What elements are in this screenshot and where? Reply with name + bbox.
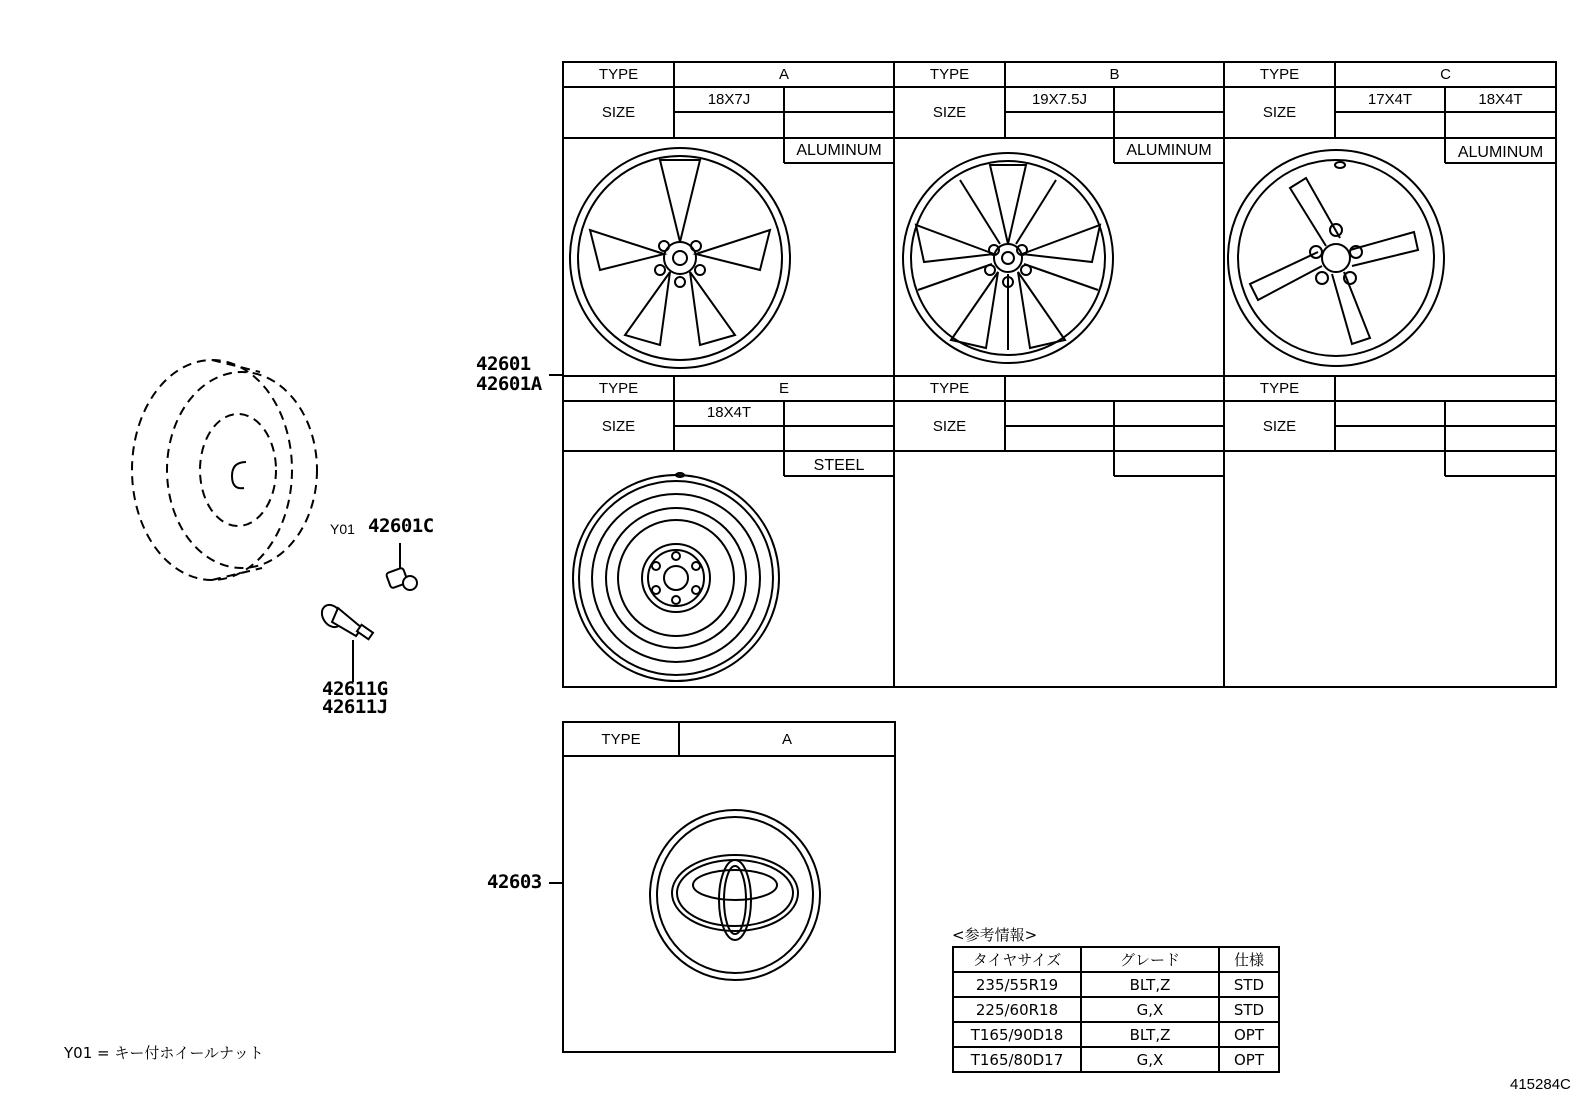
size-label: SIZE [932, 104, 967, 121]
table-row [953, 997, 1279, 1022]
type-value: E [778, 380, 789, 397]
type-value: C [1440, 66, 1451, 83]
type-label: TYPE [929, 380, 970, 397]
valve-part-number-1[interactable]: 42611G [322, 678, 388, 700]
header-cell: タイヤサイズ [953, 947, 1081, 972]
type-label: TYPE [598, 380, 639, 397]
size-value-1: 17X4T [1367, 91, 1413, 108]
type-label: TYPE [601, 731, 641, 748]
header-cell: グレード [1081, 947, 1219, 972]
tire-drawing [132, 360, 317, 580]
table-header-row [953, 947, 1279, 972]
type-label: TYPE [929, 66, 970, 83]
wheel-type-e-drawing [573, 473, 779, 681]
type-label: TYPE [1259, 380, 1300, 397]
lock-nut-code: Y01 [330, 521, 355, 537]
cap-part-number[interactable]: 42603 [487, 871, 542, 893]
size-value-2: 18X4T [1478, 91, 1523, 108]
table-cell: T165/80D17 [953, 1047, 1081, 1072]
size-value-1: 18X4T [706, 404, 752, 421]
table-cell: OPT [1219, 1047, 1279, 1072]
wheel-type-b-drawing [903, 153, 1113, 363]
material-label: ALUMINUM [1457, 144, 1544, 161]
wheel-part-number-1[interactable]: 42601 [476, 353, 531, 375]
table-cell: T165/90D18 [953, 1022, 1081, 1047]
table-row [953, 1047, 1279, 1072]
lock-nut-drawing [386, 567, 417, 590]
table-cell: STD [1219, 997, 1279, 1022]
lock-nut-part-number[interactable]: 42601C [368, 515, 434, 537]
table-cell: OPT [1219, 1022, 1279, 1047]
size-value-1: 19X7.5J [1031, 91, 1088, 108]
wheel-type-a-drawing [570, 148, 790, 368]
size-label: SIZE [1262, 104, 1297, 121]
reference-table [952, 946, 1280, 1073]
header-cell: 仕様 [1219, 947, 1279, 972]
type-value: A [781, 731, 792, 748]
valve-drawing [318, 601, 373, 639]
table-cell: 235/55R19 [953, 972, 1081, 997]
material-label: ALUMINUM [796, 142, 882, 159]
valve-part-number-2[interactable]: 42611J [322, 696, 388, 718]
table-cell: G,X [1081, 997, 1219, 1022]
table-cell: G,X [1081, 1047, 1219, 1072]
reference-title: <参考情報> [952, 926, 1038, 944]
center-cap-drawing [650, 810, 820, 980]
type-label: TYPE [598, 66, 639, 83]
size-label: SIZE [932, 418, 967, 435]
size-label: SIZE [601, 418, 636, 435]
size-value-1: 18X7J [707, 91, 751, 108]
wheel-part-number-2[interactable]: 42601A [476, 373, 542, 395]
material-label: STEEL [813, 457, 865, 474]
table-row [953, 1022, 1279, 1047]
size-label: SIZE [1262, 418, 1297, 435]
type-value: B [1109, 66, 1120, 83]
size-label: SIZE [601, 104, 636, 121]
material-label: ALUMINUM [1126, 142, 1212, 159]
table-row [953, 972, 1279, 997]
figure-id: 415284C [1510, 1076, 1571, 1093]
table-cell: BLT,Z [1081, 1022, 1219, 1047]
type-label: TYPE [1259, 66, 1300, 83]
table-cell: BLT,Z [1081, 972, 1219, 997]
type-value: A [778, 66, 789, 83]
table-cell: 225/60R18 [953, 997, 1081, 1022]
wheel-type-c-drawing [1228, 150, 1444, 366]
legend-text: Y01 = キー付ホイールナット [64, 1044, 264, 1062]
table-cell: STD [1219, 972, 1279, 997]
